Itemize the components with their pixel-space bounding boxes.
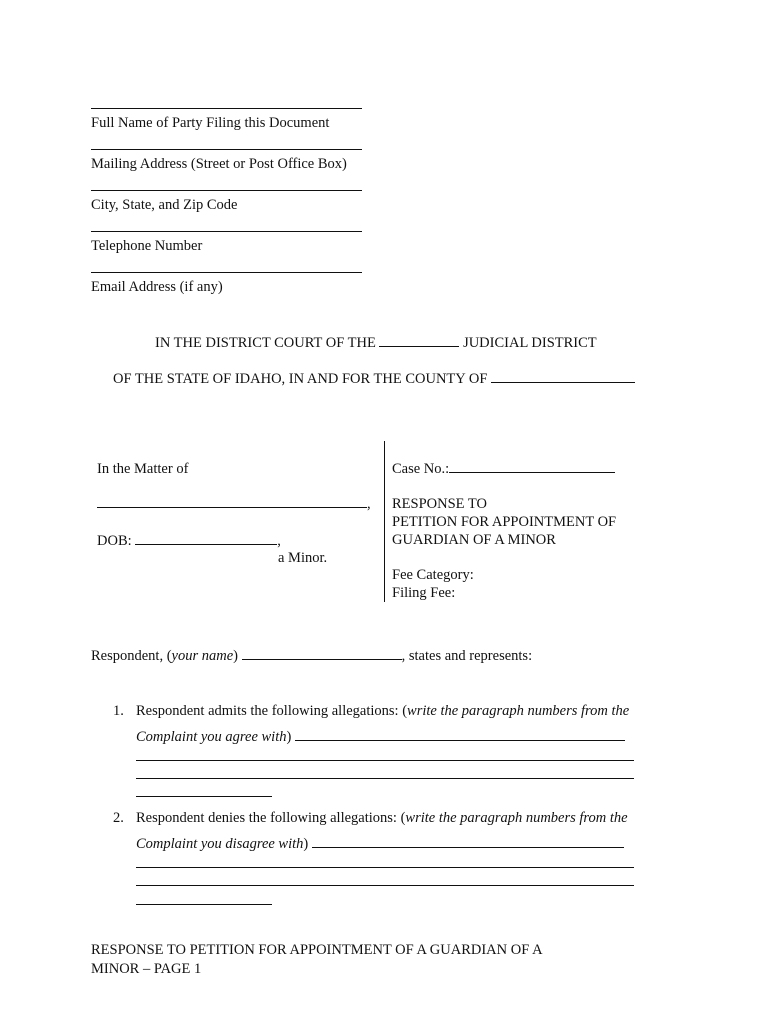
telephone-line xyxy=(91,231,362,232)
a-minor-label: a Minor. xyxy=(278,550,328,566)
item-2-blank-inline xyxy=(312,846,624,848)
court-heading-line1 xyxy=(155,335,597,352)
minor-name-comma: , xyxy=(367,496,371,512)
caption-divider xyxy=(384,441,385,602)
item-2-line1 xyxy=(136,810,628,827)
response-title-line3: GUARDIAN OF A MINOR xyxy=(392,532,556,548)
dob-label: DOB: xyxy=(97,533,132,549)
fee-category-label: Fee Category: xyxy=(392,567,474,583)
item-1-close: ) xyxy=(286,729,292,745)
minor-name-blank xyxy=(97,506,367,508)
matter-label: In the Matter of xyxy=(97,461,189,477)
full-name-line xyxy=(91,108,362,109)
item-2-answer-line-2 xyxy=(136,885,634,886)
item-1-answer-line-2 xyxy=(136,778,634,779)
dob-blank xyxy=(135,543,277,545)
response-title-line2: PETITION FOR APPOINTMENT OF xyxy=(392,514,617,530)
county-blank xyxy=(491,381,635,383)
respondent-pre: Respondent, ( xyxy=(91,648,172,664)
item-1-blank-inline xyxy=(295,739,625,741)
court-line1-post: JUDICIAL DISTRICT xyxy=(463,335,597,351)
court-heading-line2 xyxy=(113,371,635,388)
item-1-italic1: write the paragraph numbers from the xyxy=(407,703,630,719)
telephone-label: Telephone Number xyxy=(91,238,203,254)
court-line1-pre: IN THE DISTRICT COURT OF THE xyxy=(155,335,376,351)
case-no-label: Case No.: xyxy=(392,461,450,477)
email-line xyxy=(91,272,362,273)
item-2-text: Respondent denies the following allegations: ( xyxy=(136,810,406,826)
judicial-district-blank xyxy=(379,345,459,347)
email-label: Email Address (if any) xyxy=(91,279,223,295)
respondent-mid: ) xyxy=(233,648,239,664)
item-1-answer-line-1 xyxy=(136,760,634,761)
minor-name-field xyxy=(97,496,371,513)
case-no-field xyxy=(392,461,615,478)
dob-field xyxy=(97,533,281,550)
item-2-italic2: Complaint you disagree with xyxy=(136,836,304,852)
footer-line1: RESPONSE TO PETITION FOR APPOINTMENT OF A GUARDIAN OF A xyxy=(91,942,543,958)
item-2-line2 xyxy=(136,836,624,853)
mailing-address-line xyxy=(91,149,362,150)
item-1-number: 1. xyxy=(113,703,124,719)
item-2-italic1: write the paragraph numbers from the xyxy=(405,810,628,826)
respondent-your-name-hint: your name xyxy=(171,648,234,664)
full-name-label: Full Name of Party Filing this Document xyxy=(91,115,330,131)
response-title-line1: RESPONSE TO xyxy=(392,496,487,512)
case-no-blank xyxy=(449,471,615,473)
city-state-zip-label: City, State, and Zip Code xyxy=(91,197,238,213)
respondent-name-blank xyxy=(242,658,402,660)
respondent-statement xyxy=(91,648,532,665)
item-2-answer-line-3 xyxy=(136,904,272,905)
item-1-line1 xyxy=(136,703,629,720)
dob-comma: , xyxy=(277,533,281,549)
city-state-zip-line xyxy=(91,190,362,191)
footer-line2: MINOR – PAGE 1 xyxy=(91,961,202,977)
item-1-text: Respondent admits the following allegations: ( xyxy=(136,703,408,719)
court-line2-pre: OF THE STATE OF IDAHO, IN AND FOR THE COUNTY OF xyxy=(113,371,488,387)
item-2-answer-line-1 xyxy=(136,867,634,868)
item-1-answer-line-3 xyxy=(136,796,272,797)
item-2-number: 2. xyxy=(113,810,124,826)
respondent-post: , states and represents: xyxy=(401,648,533,664)
item-2-close: ) xyxy=(303,836,309,852)
filing-fee-label: Filing Fee: xyxy=(392,585,456,601)
item-1-italic2: Complaint you agree with xyxy=(136,729,287,745)
item-1-line2 xyxy=(136,729,625,746)
mailing-address-label: Mailing Address (Street or Post Office Box) xyxy=(91,156,347,172)
